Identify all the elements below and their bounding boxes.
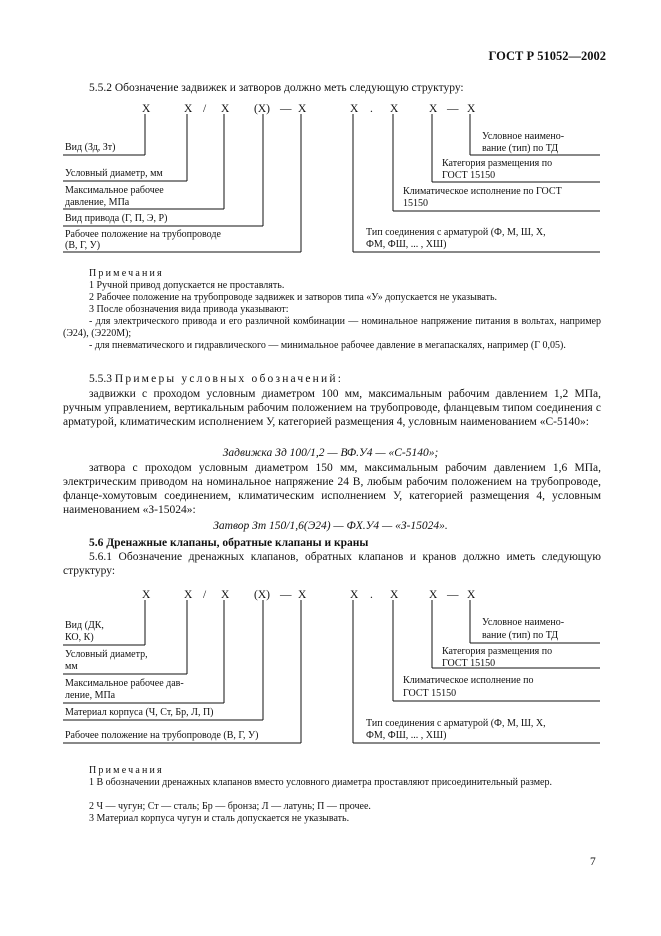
struct2-x3: X xyxy=(221,589,230,601)
notes-2-item-3: 3 Материал корпуса чугун и сталь допускается не указывать. xyxy=(89,813,350,824)
d2-label-type-1: Вид (ДК, xyxy=(65,620,104,631)
d2-label-position: Рабочее положение на трубопроводе (В, Г, У) xyxy=(65,730,259,741)
struct2-x4: X xyxy=(298,589,307,601)
example-1-description: задвижки с проходом условным диаметром 100 мм, максимальным рабочим давлением 1,2 МПа, ручным управлением, вертикальным рабочим положением на трубопроводе, фланцевым типом соединения с арматурой, климатическим исполнением У, категорией размещения 4, условным наименованием «С-5140»: xyxy=(63,388,601,428)
d1-label-pressure-2: давление, МПа xyxy=(65,197,130,208)
d1-label-category-2: ГОСТ 15150 xyxy=(442,170,496,181)
notes-2-item-2: 2 Ч — чугун; Ст — сталь; Бр — бронза; Л — латунь; П — прочее. xyxy=(89,801,371,812)
struct2-dash2: — xyxy=(447,589,459,601)
struct1-slash: / xyxy=(203,103,207,115)
d2-label-category-2: ГОСТ 15150 xyxy=(442,658,496,669)
struct2-dash1: — xyxy=(280,589,292,601)
d2-label-diameter-2: мм xyxy=(65,661,78,672)
struct2-x8: X xyxy=(467,589,476,601)
example-2-description: затвора с проходом условным диаметром 150 мм, максимальным рабочим давлением 1,6 МПа, электрическим приводом на номинальное напряжение 24 В, любым рабочим положением на трубопроводе, фланце-хомутовым соединением, климатическим исполнением У, категорией размещения 4, условным наименованием «З-15024»: xyxy=(63,462,601,516)
section-5-5-3-number: 5.5.3 xyxy=(89,373,112,385)
struct1-x1: X xyxy=(142,103,151,115)
notes-2-title: Примечания xyxy=(89,765,164,776)
d1-label-connection-2: ФМ, ФШ, ... , ХШ) xyxy=(366,239,447,250)
struct1-x8: X xyxy=(467,103,476,115)
struct1-x7: X xyxy=(429,103,438,115)
struct1-x5: X xyxy=(350,103,359,115)
d1-label-type: Вид (Зд, Зт) xyxy=(65,142,116,153)
notes-1-item-4: - для электрического привода и его различной комбинации — номинальное напряжение питания в вольтах, например (Э24), (Э220М); xyxy=(63,316,601,339)
document-number: ГОСТ Р 51052—2002 xyxy=(488,49,606,63)
d2-label-category-1: Категория размещения по xyxy=(442,646,553,657)
struct2-bracket-x: (X) xyxy=(254,589,270,601)
d1-label-name-1: Условное наимено- xyxy=(482,131,565,142)
struct2-slash: / xyxy=(203,589,207,601)
d2-label-climate-2: ГОСТ 15150 xyxy=(403,688,457,699)
d2-label-connection-1: Тип соединения с арматурой (Ф, М, Ш, Х, xyxy=(366,718,546,729)
struct2-x6: X xyxy=(390,589,399,601)
d1-label-category-1: Категория размещения по xyxy=(442,158,553,169)
page-number: 7 xyxy=(590,856,596,868)
notes-2-item-1: 1 В обозначении дренажных клапанов вместо условного диаметра проставляют присоединительный размер. xyxy=(89,777,552,788)
d2-label-type-2: КО, К) xyxy=(65,632,94,643)
struct1-dot: . xyxy=(370,103,373,115)
notes-1-item-1: 1 Ручной привод допускается не проставлять. xyxy=(89,280,285,291)
struct1-x2: X xyxy=(184,103,193,115)
notes-1-title: Примечания xyxy=(89,268,164,279)
struct2-x2: X xyxy=(184,589,193,601)
section-5-6-1-text: 5.6.1 Обозначение дренажных клапанов, обратных клапанов и кранов должно иметь следующую структуру: xyxy=(63,551,601,577)
struct1-x4: X xyxy=(298,103,307,115)
d1-label-diameter: Условный диаметр, мм xyxy=(65,168,163,179)
struct1-bracket-x: (X) xyxy=(254,103,270,115)
d1-label-connection-1: Тип соединения с арматурой (Ф, М, Ш, Х, xyxy=(366,227,546,238)
d1-label-drive: Вид привода (Г, П, Э, Р) xyxy=(65,213,168,224)
example-1-designation: Задвижка Зд 100/1,2 — ВФ.У4 — «С-5140»; xyxy=(222,447,439,459)
struct2-x1: X xyxy=(142,589,151,601)
d2-label-name-1: Условное наимено- xyxy=(482,617,565,628)
struct1-dash2: — xyxy=(447,103,459,115)
struct2-dot: . xyxy=(370,589,373,601)
d2-label-material: Материал корпуса (Ч, Ст, Бр, Л, П) xyxy=(65,707,214,718)
section-5-5-2-heading: 5.5.2 Обозначение задвижек и затворов должно меть следующую структуру: xyxy=(89,82,464,94)
struct2-x7: X xyxy=(429,589,438,601)
notes-1-item-5: - для пневматического и гидравлического — минимальное рабочее давление в мегапаскалях, например (Г 0,05). xyxy=(89,340,566,351)
d1-label-name-2: вание (тип) по ТД xyxy=(482,143,559,154)
d1-label-pressure-1: Максимальное рабочее xyxy=(65,185,164,196)
struct1-x6: X xyxy=(390,103,399,115)
struct1-dash1: — xyxy=(280,103,292,115)
d1-label-position-2: (В, Г, У) xyxy=(65,240,101,251)
d2-label-connection-2: ФМ, ФШ, ... , ХШ) xyxy=(366,730,447,741)
example-2-designation: Затвор Зт 150/1,6(Э24) — ФХ.У4 — «З-15024». xyxy=(213,520,448,532)
d1-label-position-1: Рабочее положение на трубопроводе xyxy=(65,229,221,240)
d2-label-name-2: вание (тип) по ТД xyxy=(482,630,559,641)
notes-1-item-3: 3 После обозначения вида привода указывают: xyxy=(89,304,289,315)
struct2-x5: X xyxy=(350,589,359,601)
d2-label-pressure-1: Максимальное рабочее дав- xyxy=(65,678,184,689)
struct1-x3: X xyxy=(221,103,230,115)
notes-1-item-2: 2 Рабочее положение на трубопроводе задвижек и затворов типа «У» допускается не указывать. xyxy=(89,292,498,303)
d2-label-pressure-2: ление, МПа xyxy=(65,690,116,701)
d1-label-climate-2: 15150 xyxy=(403,198,428,209)
section-5-5-3-title: Примеры условных обозначений: xyxy=(114,373,344,385)
section-5-6-heading: 5.6 Дренажные клапаны, обратные клапаны и краны xyxy=(89,537,369,549)
d1-label-climate-1: Климатическое исполнение по ГОСТ xyxy=(403,186,562,197)
d2-label-climate-1: Климатическое исполнение по xyxy=(403,675,534,686)
d2-label-diameter-1: Условный диаметр, xyxy=(65,649,148,660)
